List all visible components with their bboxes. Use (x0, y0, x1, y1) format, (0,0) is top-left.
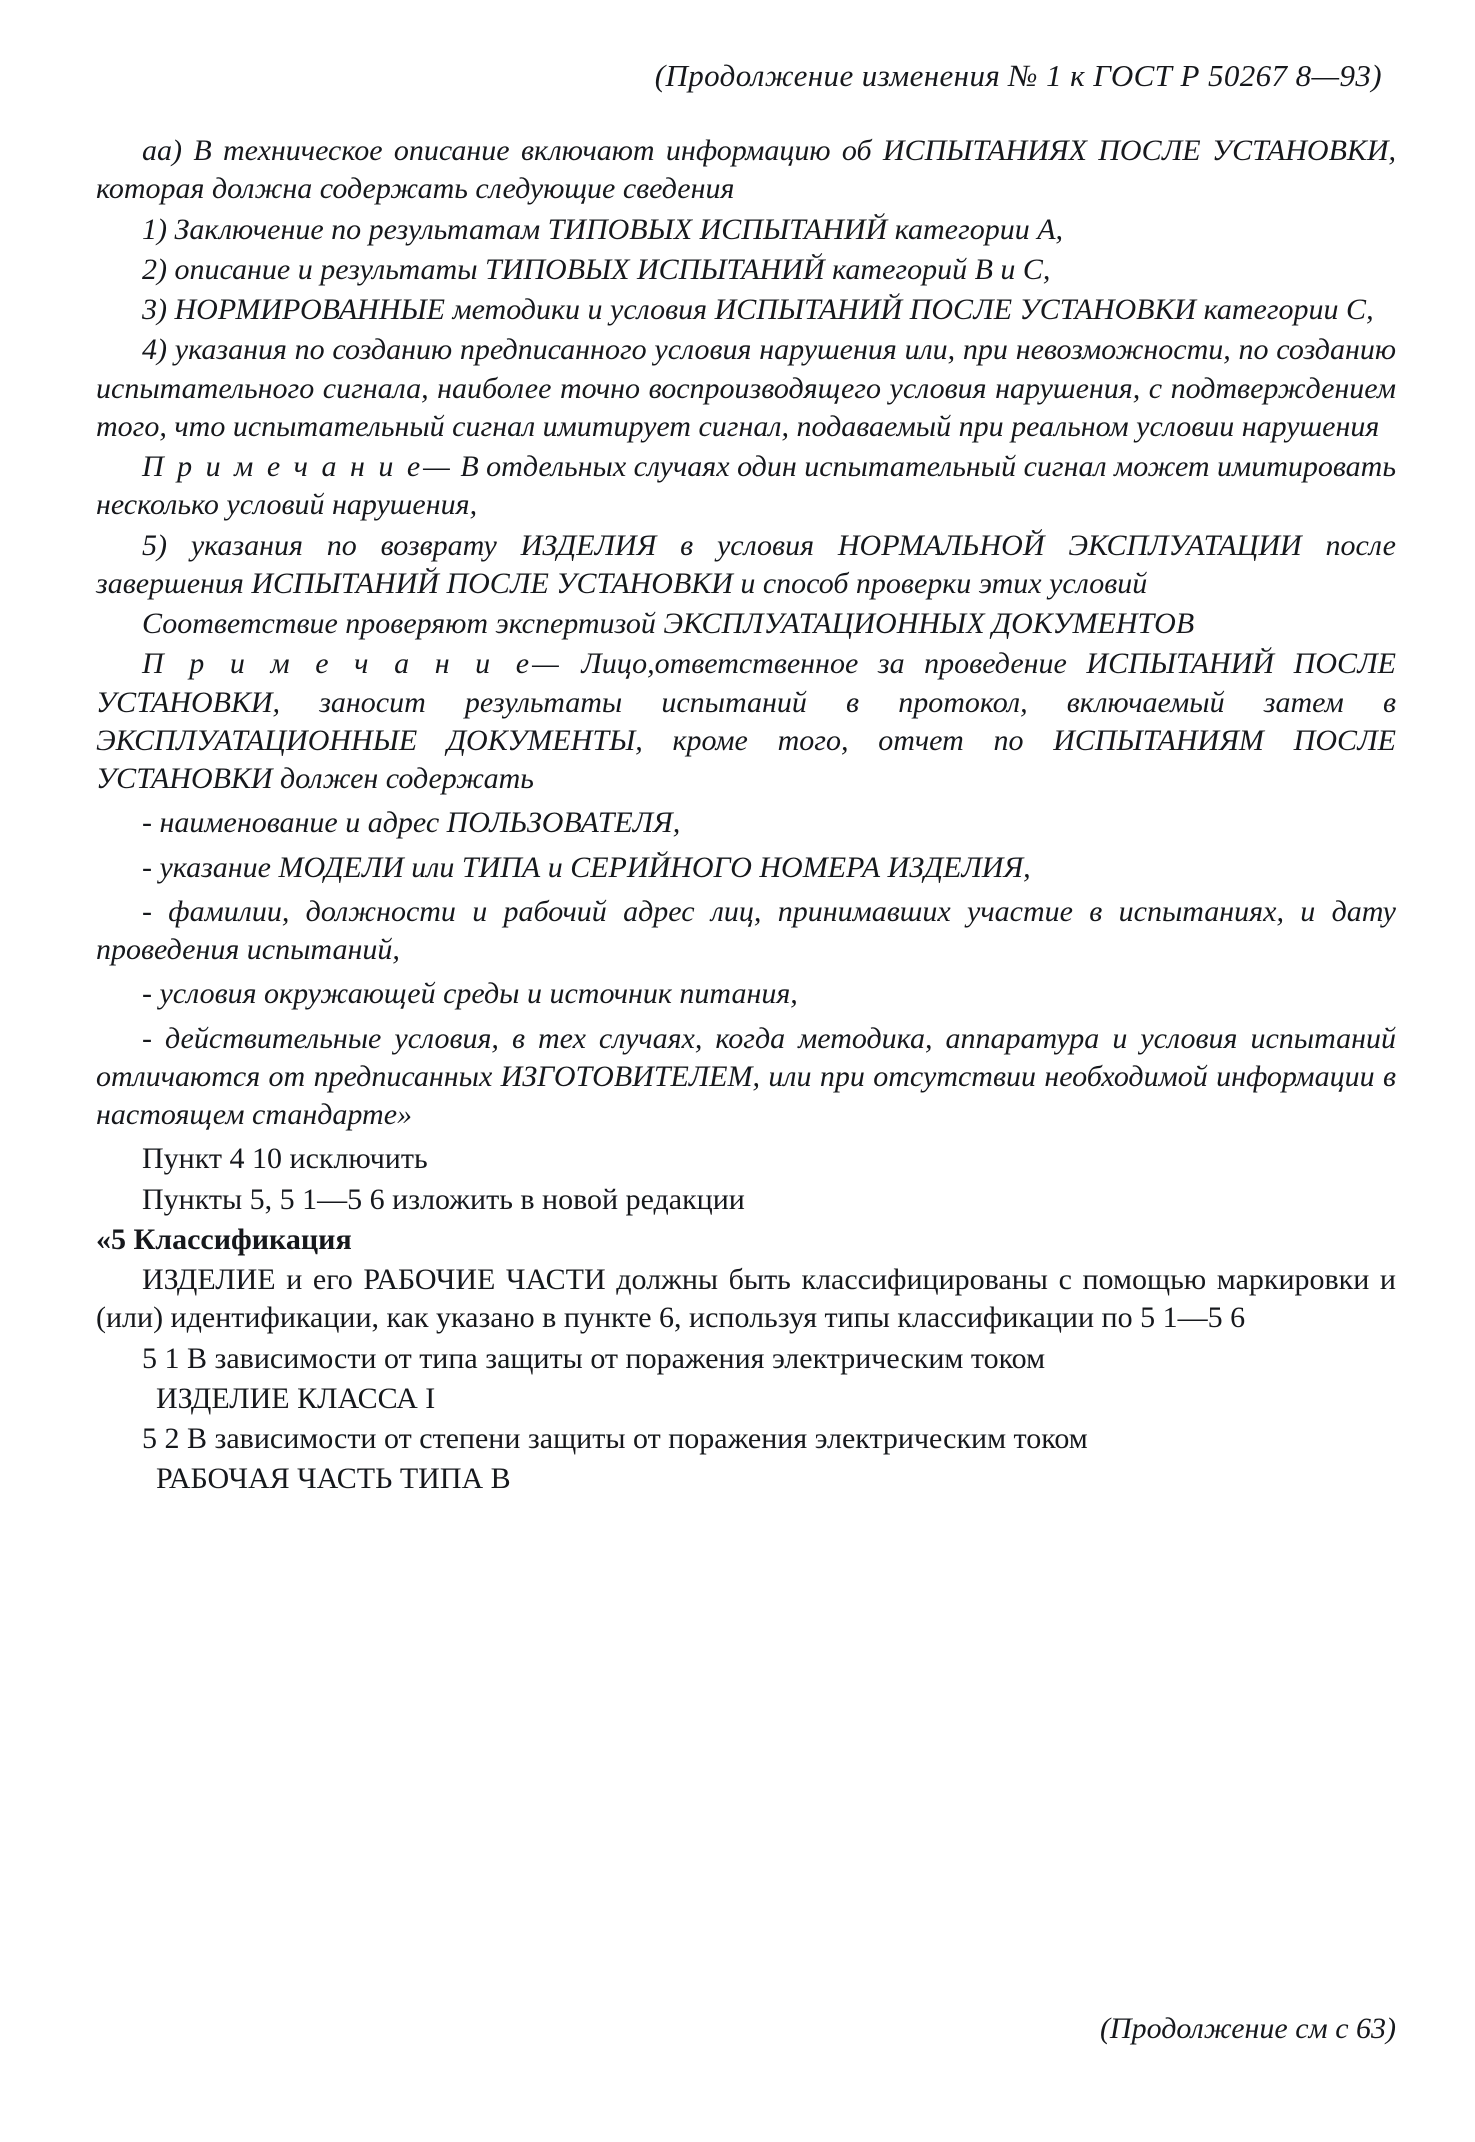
paragraph-exclude-clause: Пункт 4 10 исключить (142, 1142, 428, 1176)
heading-classification: «5 Классификация (96, 1222, 352, 1256)
paragraph-clause-5-2: 5 2 В зависимости от степени защиты от поражения электрическим током (142, 1422, 1088, 1455)
note-2-label: П р и м е ч а н и е— (142, 647, 562, 681)
paragraph-restate-clauses: Пункты 5, 5 1—5 6 изложить в новой редакции (142, 1182, 745, 1216)
paragraph-conformity: Соответствие проверяют экспертизой ЭКСПЛУАТАЦИОННЫХ ДОКУМЕНТОВ (142, 607, 1195, 640)
paragraph-item-1: 1) Заключение по результатам ТИПОВЫХ ИСПЫТАНИЙ категории А, (142, 212, 1064, 246)
page-content (96, 58, 1396, 1501)
page-header-continuation: (Продолжение изменения № 1 к ГОСТ Р 50267 8—93) (654, 58, 1382, 93)
paragraph-item-5: 5) указания по возврату ИЗДЕЛИЯ в условия НОРМАЛЬНОЙ ЭКСПЛУАТАЦИИ после завершения ИСПЫТАНИЙ ПОСЛЕ УСТАНОВКИ и способ проверки этих условий (96, 528, 1396, 600)
paragraph-dash-2: - указание МОДЕЛИ или ТИПА и СЕРИЙНОГО НОМЕРА ИЗДЕЛИЯ, (142, 850, 1031, 884)
paragraph-aa: аа) В техническое описание включают информацию об ИСПЫТАНИЯХ ПОСЛЕ УСТАНОВКИ, которая должна содержать следующие сведения (96, 134, 1396, 206)
paragraph-classification-intro: ИЗДЕЛИЕ и его РАБОЧИЕ ЧАСТИ должны быть классифицированы с помощью маркировки и (или) идентификации, как указано в пункте 6, используя типы классификации по 5 1—5 6 (96, 1263, 1396, 1335)
paragraph-item-2: 2) описание и результаты ТИПОВЫХ ИСПЫТАНИЙ категорий В и С, (142, 252, 1051, 286)
paragraph-item-3: 3) НОРМИРОВАННЫЕ методики и условия ИСПЫТАНИЙ ПОСЛЕ УСТАНОВКИ категории С, (142, 293, 1374, 326)
paragraph-working-part-type-b: РАБОЧАЯ ЧАСТЬ ТИПА В (156, 1462, 511, 1496)
paragraph-dash-4: - условия окружающей среды и источник питания, (142, 977, 798, 1011)
note-1-text: В отдельных случаях один испытательный сигнал может имитировать несколько условий нарушения, (96, 450, 1396, 522)
paragraph-note-2 (96, 645, 1396, 798)
paragraph-dash-1: - наименование и адрес ПОЛЬЗОВАТЕЛЯ, (142, 806, 681, 840)
paragraph-dash-3: - фамилии, должности и рабочий адрес лиц, принимавших участие в испытаниях, и дату проведения испытаний, (96, 894, 1396, 966)
page-footer-continuation: (Продолжение см с 63) (1099, 2012, 1396, 2045)
paragraph-clause-5-1: 5 1 В зависимости от типа защиты от поражения электрическим током (142, 1341, 1046, 1375)
paragraph-item-4: 4) указания по созданию предписанного условия нарушения или, при невозможности, по созданию испытательного сигнала, наиболее точно воспроизводящего условия нарушения, с подтверждением того, что испытательный сигнал имитирует сигнал, подаваемый при реальном условии нарушения (96, 333, 1396, 443)
note-1-label: П р и м е ч а н и е— (142, 450, 453, 483)
paragraph-dash-5: - действительные условия, в тех случаях, когда методика, аппаратура и условия испытаний отличаются от предписанных ИЗГОТОВИТЕЛЕМ, или при отсутствии необходимой информации в настоящем стандарте» (96, 1021, 1396, 1131)
paragraph-class-1-product: ИЗДЕЛИЕ КЛАССА I (156, 1381, 436, 1415)
paragraph-note-1 (96, 448, 1396, 525)
note-2-text: Лицо,ответственное за проведение ИСПЫТАНИЙ ПОСЛЕ УСТАНОВКИ, заносит результаты испытаний в протокол, включаемый затем в ЭКСПЛУАТАЦИОННЫЕ ДОКУМЕНТЫ, кроме того, отчет по ИСПЫТАНИЯМ ПОСЛЕ УСТАНОВКИ должен содержать (96, 647, 1397, 795)
